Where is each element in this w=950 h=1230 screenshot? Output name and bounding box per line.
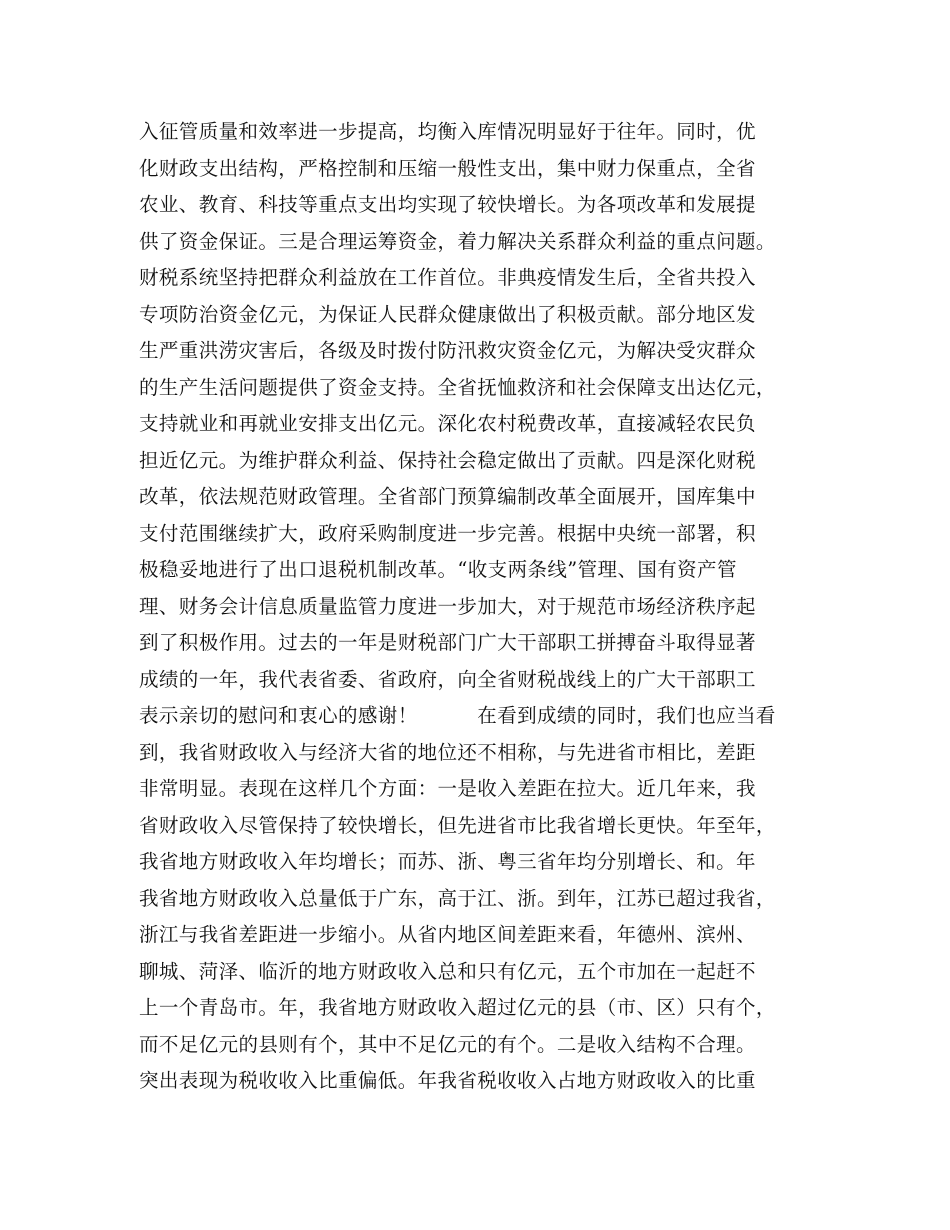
text-line: 支持就业和再就业安排支出亿元。深化农村税费改革，直接减轻农民负 — [139, 412, 756, 435]
text-line: 支付范围继续扩大，政府采购制度进一步完善。根据中央统一部署，积 — [139, 521, 756, 545]
text-line: 而不足亿元的县则有个，其中不足亿元的有个。二是收入结构不合理。 — [139, 1032, 756, 1056]
text-line: 改革，依法规范财政管理。全省部门预算编制改革全面展开，国库集中 — [139, 485, 756, 508]
text-line: 非常明显。表现在这样几个方面：一是收入差距在拉大。近几年来，我 — [139, 777, 756, 800]
text-line: 突出表现为税收收入比重偏低。年我省税收收入占地方财政收入的比重 — [139, 1069, 756, 1092]
text-line: 省财政收入尽管保持了较快增长，但先进省市比我省增长更快。年至年， — [139, 813, 776, 837]
text-line: 担近亿元。为维护群众利益、保持社会稳定做出了贡献。四是深化财税 — [139, 448, 756, 472]
text-line: 到了积极作用。过去的一年是财税部门广大干部职工拼搏奋斗取得显著 — [139, 631, 756, 654]
text-line: 化财政支出结构，严格控制和压缩一般性支出，集中财力保重点，全省 — [139, 156, 756, 180]
text-line: 我省地方财政收入总量低于广东，高于江、浙。到年，江苏已超过我省， — [139, 886, 776, 910]
text-line: 表示亲切的慰问和衷心的感谢！ 在看到成绩的同时，我们也应当看 — [139, 704, 776, 727]
text-line: 理、财务会计信息质量监管力度进一步加大，对于规范市场经济秩序起 — [139, 594, 756, 618]
text-line: 专项防治资金亿元，为保证人民群众健康做出了积极贡献。部分地区发 — [139, 302, 756, 326]
text-line: 聊城、菏泽、临沂的地方财政收入总和只有亿元，五个市加在一起赶不 — [139, 959, 756, 983]
text-line: 农业、教育、科技等重点支出均实现了较快增长。为各项改革和发展提 — [139, 193, 756, 216]
text-line: 生严重洪涝灾害后，各级及时拨付防汛救灾资金亿元，为解决受灾群众 — [139, 339, 756, 362]
text-line: 上一个青岛市。年，我省地方财政收入超过亿元的县（市、区）只有个， — [139, 996, 776, 1019]
body-text — [139, 114, 829, 1100]
text-line: 成绩的一年，我代表省委、省政府，向全省财税战线上的广大干部职工 — [139, 667, 756, 691]
text-line: 入征管质量和效率进一步提高，均衡入库情况明显好于往年。同时，优 — [139, 120, 756, 143]
text-line: 供了资金保证。三是合理运筹资金，着力解决关系群众利益的重点问题。 — [139, 229, 776, 253]
text-line: 我省地方财政收入年均增长；而苏、浙、粤三省年均分别增长、和。年 — [139, 850, 756, 873]
text-line: 极稳妥地进行了出口退税机制改革。“收支两条线”管理、国有资产管 — [139, 558, 737, 581]
text-line: 财税系统坚持把群众利益放在工作首位。非典疫情发生后，全省共投入 — [139, 266, 756, 289]
text-line: 浙江与我省差距进一步缩小。从省内地区间差距来看，年德州、滨州、 — [139, 923, 756, 946]
text-line: 到，我省财政收入与经济大省的地位还不相称，与先进省市相比，差距 — [139, 740, 756, 764]
text-line: 的生产生活问题提供了资金支持。全省抚恤救济和社会保障支出达亿元， — [139, 375, 776, 399]
